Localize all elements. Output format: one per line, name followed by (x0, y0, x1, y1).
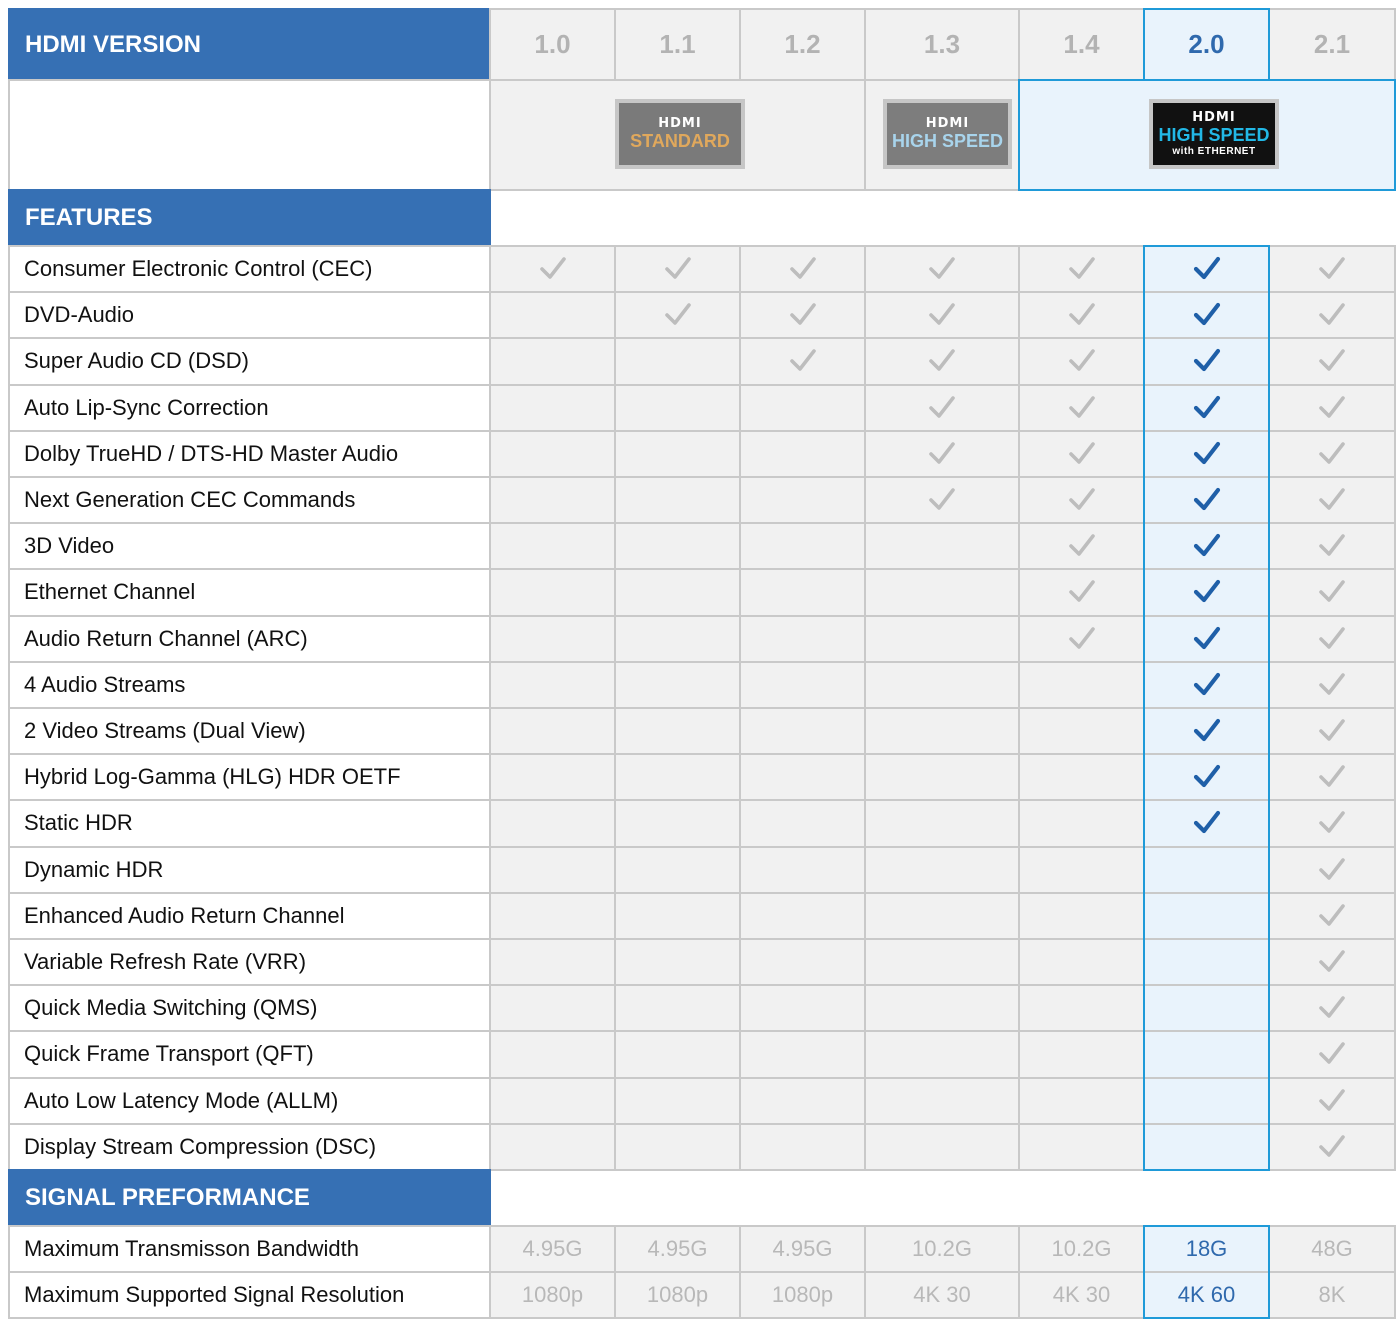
feature-support-cell (1018, 753, 1145, 801)
check-icon (1193, 256, 1221, 282)
performance-value: 10.2G (912, 1236, 972, 1262)
feature-support-cell (864, 1030, 1020, 1078)
feature-support-cell (1143, 430, 1270, 478)
performance-value-cell (1018, 1271, 1145, 1319)
table-title-header (8, 8, 491, 81)
feature-support-cell (1143, 522, 1270, 570)
check-icon (789, 348, 817, 374)
feature-support-cell (614, 892, 741, 940)
performance-value: 48G (1311, 1236, 1353, 1262)
performance-value: 18G (1185, 1236, 1228, 1262)
feature-label: Variable Refresh Rate (VRR) (24, 949, 307, 975)
performance-label: Maximum Transmisson Bandwidth (24, 1236, 360, 1262)
feature-support-cell (489, 846, 616, 894)
check-icon (1193, 487, 1221, 513)
version-header (739, 8, 866, 81)
performance-value-cell (1143, 1271, 1270, 1319)
check-icon (1318, 1088, 1346, 1114)
performance-value-cell (489, 1225, 616, 1273)
feature-support-cell (864, 476, 1020, 524)
performance-value: 4.95G (772, 1236, 833, 1262)
logo-sublabel: with ETHERNET (1172, 146, 1256, 157)
feature-label: Quick Frame Transport (QFT) (24, 1041, 314, 1067)
feature-support-cell (739, 245, 866, 293)
feature-support-cell (489, 1030, 616, 1078)
feature-support-cell (489, 892, 616, 940)
feature-support-cell (1143, 938, 1270, 986)
features-heading-text: FEATURES (25, 204, 153, 231)
feature-row-label (8, 476, 491, 524)
feature-row-label (8, 291, 491, 339)
feature-support-cell (614, 707, 741, 755)
hdmi-brand-mark: HDMI (1192, 110, 1236, 125)
check-icon (928, 441, 956, 467)
feature-support-cell (1268, 615, 1396, 663)
performance-value-cell (614, 1271, 741, 1319)
feature-row-label (8, 245, 491, 293)
check-icon (539, 256, 567, 282)
feature-support-cell (864, 984, 1020, 1032)
version-label: 1.4 (1063, 29, 1100, 59)
feature-support-cell (1018, 892, 1145, 940)
feature-support-cell (1268, 707, 1396, 755)
feature-label: Hybrid Log-Gamma (HLG) HDR OETF (24, 764, 401, 790)
feature-support-cell (1268, 568, 1396, 616)
feature-support-cell (1143, 753, 1270, 801)
feature-support-cell (1143, 291, 1270, 339)
feature-support-cell (489, 753, 616, 801)
feature-row-label (8, 753, 491, 801)
feature-support-cell (614, 291, 741, 339)
feature-label: Static HDR (24, 810, 133, 836)
feature-row-label (8, 1077, 491, 1125)
feature-support-cell (739, 799, 866, 847)
feature-support-cell (614, 1077, 741, 1125)
feature-support-cell (1018, 245, 1145, 293)
feature-row-label (8, 337, 491, 385)
check-icon (1193, 533, 1221, 559)
check-icon (1068, 302, 1096, 328)
performance-value: 4.95G (647, 1236, 708, 1262)
feature-support-cell (1018, 1077, 1145, 1125)
feature-support-cell (1143, 1030, 1270, 1078)
feature-row-label (8, 707, 491, 755)
logo-label: HIGH SPEED (891, 131, 1004, 151)
check-icon (789, 302, 817, 328)
feature-support-cell (739, 661, 866, 709)
feature-support-cell (1018, 291, 1145, 339)
version-label: 1.3 (923, 29, 961, 59)
feature-label: Dolby TrueHD / DTS-HD Master Audio (24, 440, 399, 466)
feature-support-cell (489, 938, 616, 986)
feature-label: 4 Audio Streams (24, 671, 186, 697)
hdmi-high-speed-ethernet-logo (1149, 99, 1279, 169)
feature-support-cell (1268, 384, 1396, 432)
feature-support-cell (1143, 661, 1270, 709)
hdmi-comparison-table (8, 8, 1394, 1318)
feature-support-cell (1018, 568, 1145, 616)
feature-support-cell (614, 522, 741, 570)
feature-support-cell (1143, 615, 1270, 663)
hdmi-brand-mark: HDMI (925, 116, 970, 131)
feature-support-cell (864, 522, 1020, 570)
check-icon (1318, 626, 1346, 652)
feature-support-cell (739, 568, 866, 616)
check-icon (928, 487, 956, 513)
feature-support-cell (864, 1077, 1020, 1125)
performance-value-cell (614, 1225, 741, 1273)
check-icon (1318, 718, 1346, 744)
feature-support-cell (1268, 1030, 1396, 1078)
performance-value-cell (1143, 1225, 1270, 1273)
check-icon (1068, 533, 1096, 559)
version-header (1143, 8, 1270, 81)
check-icon (664, 256, 692, 282)
performance-label: Maximum Supported Signal Resolution (24, 1282, 405, 1308)
feature-support-cell (1018, 522, 1145, 570)
version-label: 2.1 (1313, 29, 1351, 59)
feature-support-cell (614, 615, 741, 663)
check-icon (1318, 949, 1346, 975)
check-icon (1068, 395, 1096, 421)
version-label: 2.0 (1188, 29, 1225, 59)
feature-support-cell (1018, 384, 1145, 432)
version-header (1018, 8, 1145, 81)
feature-support-cell (1018, 337, 1145, 385)
feature-support-cell (1143, 1123, 1270, 1171)
feature-support-cell (739, 1030, 866, 1078)
feature-support-cell (1018, 476, 1145, 524)
feature-support-cell (1143, 476, 1270, 524)
feature-support-cell (1143, 846, 1270, 894)
feature-support-cell (739, 384, 866, 432)
check-icon (789, 256, 817, 282)
check-icon (928, 256, 956, 282)
check-icon (1193, 764, 1221, 790)
feature-support-cell (489, 430, 616, 478)
check-icon (1318, 810, 1346, 836)
feature-support-cell (864, 661, 1020, 709)
feature-support-cell (489, 568, 616, 616)
feature-support-cell (739, 984, 866, 1032)
feature-row-label (8, 938, 491, 986)
check-icon (1318, 903, 1346, 929)
feature-support-cell (1268, 846, 1396, 894)
feature-support-cell (489, 337, 616, 385)
feature-row-label (8, 984, 491, 1032)
feature-support-cell (739, 846, 866, 894)
check-icon (1318, 395, 1346, 421)
check-icon (1318, 302, 1346, 328)
feature-support-cell (489, 615, 616, 663)
feature-row-label (8, 568, 491, 616)
feature-support-cell (1018, 707, 1145, 755)
check-icon (1193, 348, 1221, 374)
feature-support-cell (1268, 522, 1396, 570)
feature-label: Consumer Electronic Control (CEC) (24, 256, 373, 282)
check-icon (1318, 672, 1346, 698)
check-icon (1318, 579, 1346, 605)
feature-support-cell (614, 799, 741, 847)
feature-label: DVD-Audio (24, 302, 135, 328)
feature-support-cell (489, 476, 616, 524)
feature-label: Next Generation CEC Commands (24, 487, 356, 513)
performance-value-cell (489, 1271, 616, 1319)
feature-support-cell (1268, 799, 1396, 847)
feature-label: Ethernet Channel (24, 579, 196, 605)
feature-support-cell (1268, 291, 1396, 339)
feature-label: Dynamic HDR (24, 856, 164, 882)
feature-support-cell (739, 476, 866, 524)
feature-support-cell (1268, 938, 1396, 986)
feature-label: Audio Return Channel (ARC) (24, 625, 308, 651)
feature-support-cell (614, 984, 741, 1032)
feature-support-cell (739, 291, 866, 339)
feature-support-cell (1143, 568, 1270, 616)
feature-support-cell (1143, 337, 1270, 385)
performance-value: 8K (1318, 1282, 1346, 1308)
check-icon (1068, 256, 1096, 282)
check-icon (664, 302, 692, 328)
performance-value: 1080p (646, 1282, 709, 1308)
feature-support-cell (864, 1123, 1020, 1171)
feature-support-cell (489, 384, 616, 432)
feature-support-cell (489, 661, 616, 709)
feature-row-label (8, 846, 491, 894)
feature-row-label (8, 430, 491, 478)
performance-value: 10.2G (1051, 1236, 1112, 1262)
check-icon (1193, 579, 1221, 605)
performance-value: 1080p (771, 1282, 834, 1308)
performance-value: 4.95G (522, 1236, 583, 1262)
feature-label: Auto Low Latency Mode (ALLM) (24, 1087, 339, 1113)
feature-support-cell (1268, 245, 1396, 293)
feature-support-cell (614, 337, 741, 385)
feature-support-cell (739, 337, 866, 385)
feature-support-cell (1268, 476, 1396, 524)
feature-support-cell (864, 245, 1020, 293)
check-icon (928, 348, 956, 374)
feature-support-cell (864, 568, 1020, 616)
version-label: 1.1 (659, 29, 696, 59)
check-icon (1068, 441, 1096, 467)
check-icon (1318, 487, 1346, 513)
feature-support-cell (1143, 707, 1270, 755)
performance-value: 4K 30 (1052, 1282, 1111, 1308)
feature-support-cell (1268, 1077, 1396, 1125)
feature-support-cell (1268, 661, 1396, 709)
check-icon (1068, 579, 1096, 605)
performance-value-cell (1268, 1225, 1396, 1273)
feature-support-cell (864, 615, 1020, 663)
feature-row-label (8, 661, 491, 709)
check-icon (1068, 487, 1096, 513)
performance-value-cell (864, 1271, 1020, 1319)
version-header (1268, 8, 1396, 81)
feature-support-cell (739, 753, 866, 801)
feature-label: 2 Video Streams (Dual View) (24, 718, 306, 744)
check-icon (1068, 348, 1096, 374)
version-header (614, 8, 741, 81)
feature-support-cell (614, 1030, 741, 1078)
feature-support-cell (1143, 245, 1270, 293)
check-icon (1193, 810, 1221, 836)
hdmi-brand-mark: HDMI (658, 116, 702, 131)
feature-support-cell (614, 1123, 741, 1171)
feature-support-cell (1268, 984, 1396, 1032)
feature-support-cell (489, 1123, 616, 1171)
check-icon (1318, 256, 1346, 282)
feature-support-cell (614, 661, 741, 709)
feature-label: 3D Video (24, 533, 115, 559)
feature-support-cell (614, 430, 741, 478)
feature-support-cell (614, 568, 741, 616)
version-label: 1.0 (534, 29, 571, 59)
check-icon (1193, 441, 1221, 467)
feature-support-cell (489, 799, 616, 847)
feature-support-cell (864, 799, 1020, 847)
performance-heading-text: SIGNAL PREFORMANCE (25, 1184, 310, 1211)
feature-row-label (8, 892, 491, 940)
feature-support-cell (864, 291, 1020, 339)
feature-support-cell (1018, 1030, 1145, 1078)
feature-support-cell (1018, 615, 1145, 663)
check-icon (1318, 533, 1346, 559)
performance-value: 4K 30 (913, 1282, 971, 1308)
feature-support-cell (739, 938, 866, 986)
feature-support-cell (864, 430, 1020, 478)
feature-support-cell (1268, 1123, 1396, 1171)
feature-support-cell (1268, 753, 1396, 801)
table-title: HDMI VERSION (25, 30, 202, 58)
hdmi-standard-logo (615, 99, 745, 169)
feature-support-cell (489, 522, 616, 570)
feature-support-cell (739, 615, 866, 663)
feature-support-cell (1143, 799, 1270, 847)
feature-label: Super Audio CD (DSD) (24, 348, 249, 374)
check-icon (1193, 626, 1221, 652)
hdmi-high-speed-logo (883, 99, 1012, 169)
feature-row-label (8, 615, 491, 663)
feature-support-cell (739, 1123, 866, 1171)
feature-row-label (8, 799, 491, 847)
feature-support-cell (614, 753, 741, 801)
performance-value-cell (1018, 1225, 1145, 1273)
check-icon (928, 395, 956, 421)
feature-support-cell (614, 846, 741, 894)
feature-row-label (8, 1123, 491, 1171)
feature-support-cell (1018, 1123, 1145, 1171)
check-icon (1318, 995, 1346, 1021)
version-label: 1.2 (784, 29, 821, 59)
feature-support-cell (489, 245, 616, 293)
performance-heading (8, 1169, 491, 1227)
check-icon (1318, 857, 1346, 883)
check-icon (1193, 718, 1221, 744)
performance-value: 4K 60 (1177, 1282, 1236, 1308)
performance-value-cell (739, 1271, 866, 1319)
feature-support-cell (614, 938, 741, 986)
version-header (864, 8, 1020, 81)
feature-label: Enhanced Audio Return Channel (24, 902, 345, 928)
feature-support-cell (864, 384, 1020, 432)
feature-support-cell (1143, 892, 1270, 940)
feature-support-cell (614, 384, 741, 432)
feature-support-cell (489, 707, 616, 755)
check-icon (1318, 441, 1346, 467)
feature-support-cell (1018, 799, 1145, 847)
feature-support-cell (739, 430, 866, 478)
feature-support-cell (864, 846, 1020, 894)
feature-support-cell (864, 753, 1020, 801)
logo-label: HIGH SPEED (1158, 125, 1270, 145)
check-icon (1193, 395, 1221, 421)
feature-support-cell (614, 245, 741, 293)
feature-support-cell (489, 1077, 616, 1125)
check-icon (1193, 672, 1221, 698)
logo-row-label (8, 79, 491, 191)
feature-support-cell (1143, 1077, 1270, 1125)
features-heading (8, 189, 491, 247)
feature-support-cell (864, 892, 1020, 940)
feature-label: Auto Lip-Sync Correction (24, 394, 269, 420)
feature-support-cell (864, 938, 1020, 986)
feature-support-cell (1018, 661, 1145, 709)
performance-row-label (8, 1225, 491, 1273)
version-header (489, 8, 616, 81)
feature-support-cell (739, 707, 866, 755)
feature-label: Quick Media Switching (QMS) (24, 995, 318, 1021)
feature-support-cell (489, 291, 616, 339)
feature-support-cell (1268, 892, 1396, 940)
feature-support-cell (864, 707, 1020, 755)
performance-row-label (8, 1271, 491, 1319)
feature-row-label (8, 522, 491, 570)
check-icon (1318, 1134, 1346, 1160)
feature-support-cell (614, 476, 741, 524)
feature-support-cell (1268, 430, 1396, 478)
feature-support-cell (1018, 938, 1145, 986)
feature-support-cell (489, 984, 616, 1032)
feature-support-cell (1143, 384, 1270, 432)
check-icon (1318, 348, 1346, 374)
feature-label: Display Stream Compression (DSC) (24, 1133, 377, 1159)
check-icon (1318, 764, 1346, 790)
performance-value: 1080p (521, 1282, 584, 1308)
feature-support-cell (739, 522, 866, 570)
check-icon (1068, 626, 1096, 652)
check-icon (1318, 1041, 1346, 1067)
feature-support-cell (739, 1077, 866, 1125)
performance-value-cell (739, 1225, 866, 1273)
feature-support-cell (1018, 430, 1145, 478)
feature-support-cell (739, 892, 866, 940)
feature-support-cell (1268, 337, 1396, 385)
check-icon (928, 302, 956, 328)
feature-support-cell (1018, 846, 1145, 894)
feature-row-label (8, 384, 491, 432)
feature-row-label (8, 1030, 491, 1078)
check-icon (1193, 302, 1221, 328)
performance-value-cell (1268, 1271, 1396, 1319)
feature-support-cell (1143, 984, 1270, 1032)
feature-support-cell (1018, 984, 1145, 1032)
logo-label: STANDARD (630, 131, 730, 151)
performance-value-cell (864, 1225, 1020, 1273)
feature-support-cell (864, 337, 1020, 385)
